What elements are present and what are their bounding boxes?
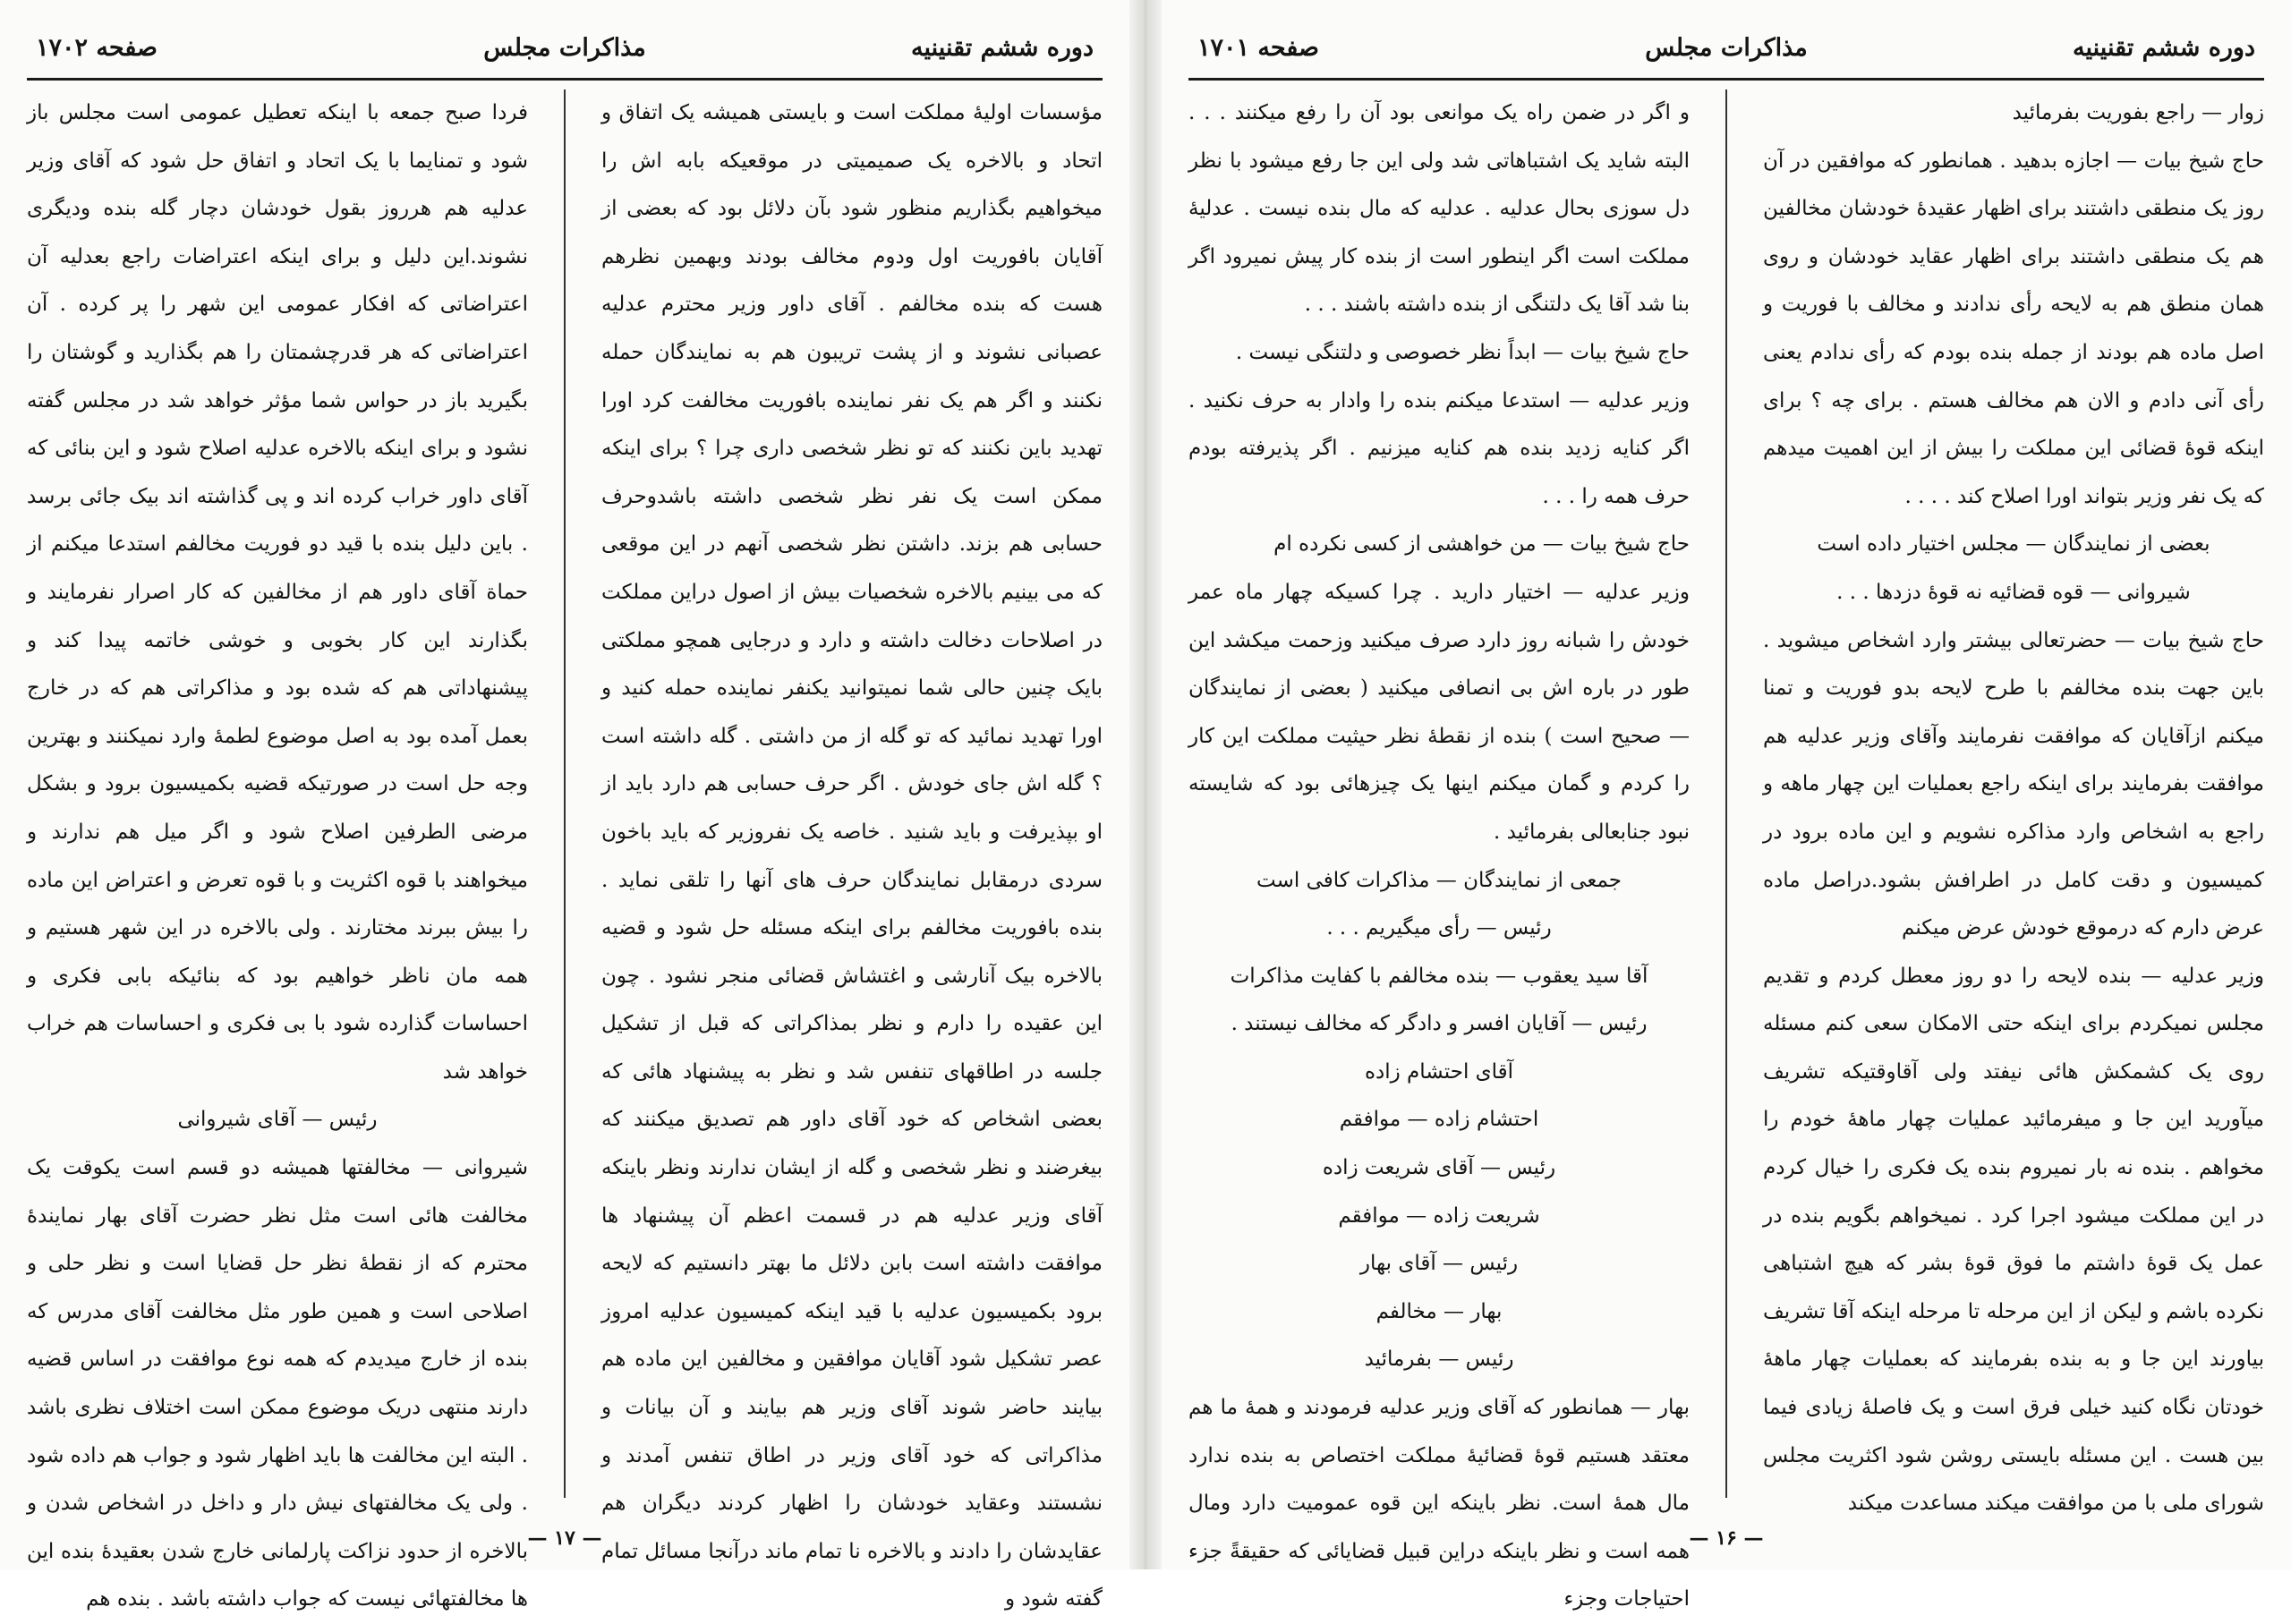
paragraph: شیروانی — قوه قضائیه نه قوهٔ دزدها . . . xyxy=(1836,580,2191,604)
text-column-right xyxy=(1763,89,2264,1516)
speaker-line: رئیس — آقایان افسر و دادگر که مخالف نیستند . xyxy=(1231,1012,1648,1036)
paragraph: شیروانی — مخالفتها همیشه دو قسم است یکوقت یک مخالفت هائی است مثل نظر حضرت آقای بهار نمایندهٔ محترم که از نقطهٔ نظر حل قضایا است و نظر حلی و اصلاحی است و همین طور مثل مخالفت آقای مدرس که بنده از خارج میدیدم که همه نوع موافقت در اساس قضیه دارند منتهی دریک موضوع ممکن است اختلاف نظری باشد . البته این مخالفت ها باید اظهار شود و جواب هم داده شود . ولی یک مخالفتهای نیش دار و داخل در اشخاص شدن و بالاخره از حدود نزاکت پارلمانی خارج شدن بعقیدهٔ بنده این ها مخالفتهائی نیست که جواب داشته باشد . بنده هم xyxy=(27,1156,528,1611)
paragraph: حاج شیخ بیات — اجازه بدهید . همانطور که موافقین در آن روز یک منطقی داشتند برای اظهار عقیدهٔ خودشان مخالفین هم یک منطقی داشتند برای اظهار عقاید خودشان و روی همان منطق هم به لایحه رأی ندادند و مخالف با فوریت و اصل ماده هم بودند از جمله بنده بودم که رأی ندادم یعنی رأی آنی دادم و الان هم مخالف هستم . برای چه ؟ برای اینکه قوهٔ قضائی این مملکت را بیش از این اهمیت میدهم که یک نفر وزیر بتواند اورا اصلاح کند . . . . xyxy=(1763,149,2264,508)
speaker-line: رئیس — آقای بهار xyxy=(1359,1252,1519,1276)
page-footer-number: — ۱۶ — xyxy=(1689,1526,1764,1550)
paragraph: وزیر عدلیه — استدعا میکنم بنده را وادار به حرف نکنید . اگر کنایه زدید بنده هم کنایه میزنیم . اگر پذیرفته بودم حرف همه را . . . xyxy=(1188,388,1690,508)
page-title: مذاکرات مجلس xyxy=(1645,34,1808,62)
paragraph: وزیر عدلیه — اختیار دارید . چرا کسیکه چهار ماه عمر خودش را شبانه روز دارد صرف میکنید وزحمت میکشد این طور در باره اش بی انصافی میکنید ( بعضی از نمایندگان — صحیح است ) بنده از نقطهٔ نظر حیثیت مملکت این کار را کردم و گمان میکنم اینها یک چیزهائی بود که شایسته نبود جنابعالی بفرمائید . xyxy=(1188,580,1690,844)
right-page xyxy=(1162,0,2291,1611)
speaker-line: رئیس — آقای شیروانی xyxy=(177,1108,378,1132)
paragraph: مؤسسات اولیهٔ مملکت است و بایستی همیشه یک اتفاق و اتحاد و بالاخره یک صمیمیتی در موقعیکه بابه اش را میخواهیم بگذاریم منظور شود بآن دلائل بود که بعضی از آقایان بافوریت اول ودوم مخالف بودند وبهمین نظرهم هست که بنده مخالفم . آقای داور وزیر محترم عدلیه عصبانی نشوند و از پشت تریبون هم به نمایندگان حمله نکنند و اگر هم یک نفر نماینده بافوریت مخالفت کرد اورا تهدید باین نکنند که تو نظر شخصی داری چرا ؟ برای اینکه ممکن است یک نفر نظر شخصی داشته باشدوحرف حسابی هم بزند. داشتن نظر شخصی آنهم در این موقعی که می بینیم بالاخره شخصیات بیش از اصول دراین مملکت در اصلاحات دخالت داشته و دارد و درجایی همچو مملکتی بایک چنین حالی شما نمیتوانید یکنفر نماینده حمله کنید و اورا تهدید نمائید که تو گله از من داشتی . گله داشته است ؟ گله اش جای خودش . اگر حرف حسابی هم دارد باید از او بپذیرفت و باید شنید . خاصه یک نفروزیر که باید باخون سردی درمقابل نمایندگان حرف های آنها را تلقی نماید . بنده بافوریت مخالفم برای اینکه مسئله حل شود و قضیه بالاخره بیک آنارشی و اغتشاش قضائی منجر نشود . چون این عقیده را دارم و نظر بمذاکراتی که قبل از تشکیل جلسه در اطاقهای تنفس شد و نظر به پیشنهاد هائی که بعضی اشخاص که خود آقای داور هم تصدیق میکنند که بیغرضند و نظر شخصی و گله از ایشان ندارند ونظر باینکه آقای وزیر عدلیه هم در قسمت اعظم آن پیشنهاد ها موافقت داشته است بابن دلائل ما بهتر دانستیم که لایحه برود بکمیسیون عدلیه با قید اینکه کمیسیون عدلیه امروز عصر تشکیل شود آقایان موافقین و مخالفین این ماده هم بیایند حاضر شوند آقای وزیر هم بیایند و آن بیانات و مذاکراتی که خود آقای وزیر در اطاق تنفس آمدند و نشستند وعقاید خودشان را اظهار کردند دیگران هم عقایدشان را دادند و بالاخره نا تمام ماند درآنجا مسائل تمام گفته شود و xyxy=(601,101,1103,1611)
column-divider xyxy=(1725,89,1727,1498)
speaker-line: بهار — مخالفم xyxy=(1375,1299,1503,1323)
page-number: صفحه ۱۷۰۱ xyxy=(1197,34,1319,62)
column-divider xyxy=(564,89,566,1498)
page-header xyxy=(1188,27,2264,81)
page-footer-number: — ۱۷ — xyxy=(527,1526,602,1550)
speaker-line: احتشام زاده — موافقم xyxy=(1339,1108,1539,1132)
book-gutter xyxy=(1129,0,1162,1569)
header-rule xyxy=(27,78,1103,81)
page-number: صفحه ۱۷۰۲ xyxy=(36,34,158,62)
text-column-right xyxy=(601,89,1103,1611)
paragraph: وزیر عدلیه — بنده لایحه را دو روز معطل کردم و تقدیم مجلس نمیکردم برای اینکه حتی الامکان سعی کنم مسئله روی یک کشمکش هائی نیفتد ولی آقاوقتیکه تشریف میآورید این جا و میفرمائید عملیات چهار ماههٔ خودم را مخواهم . بنده نه بار نمیروم بنده یک فکری را خیال کردم در این مملکت میشود اجرا کرد . نمیخواهم بگویم بنده در عمل یک قوهٔ داشتم ما فوق قوهٔ بشر که هیچ اشتباهی نکرده باشم و لیکن از این مرحله تا مرحله اینکه آقا تشریف بیاورند این جا و به بنده بفرمایند که بعملیات چهار ماههٔ خودتان نگاه کنید خیلی فرق است و یک فاصلهٔ زیادی فیما بین هست . این مسئله بایستی روشن شود اکثریت مجلس شورای ملی با من موافقت میکند مساعدت میکند xyxy=(1763,964,2264,1516)
paragraph: فردا صبح جمعه با اینکه تعطیل عمومی است مجلس باز شود و تمنایما با یک اتحاد و اتفاق حل شود که آقای وزیر عدلیه هم هرروز بقول خودشان دچار گله بنده ودیگری نشوند.این دلیل و برای اینکه اعتراضات راجع بعدلیه آن اعتراضاتی که افکار عمومی این شهر را پر کرده . آن اعتراضاتی که هر قدرچشمتان را هم بگذارید و گوشتان را بگیرید باز در حواس شما مؤثر خواهد شد در مجلس گفته نشود و برای اینکه بالاخره عدلیه اصلاح شود و این بنائی که آقای داور خراب کرده اند و پی گذاشته اند بیک جائی برسد . باین دلیل بنده با قید دو فوریت مخالفم استدعا میکنم از حماة آقای داور هم از مخالفین که کار اصرار نفرمایند و بگذارند این کار بخوبی و خوشی خاتمه پیدا کند و پیشنهاداتی هم که شده بود و مذاکراتی هم که در خارج بعمل آمده بود به اصل موضوع لطمهٔ وارد نمیکنند و بهترین وجه حل است در صورتیکه قضیه بکمیسیون برود و بشکل مرضی الطرفین اصلاح شود و اگر میل هم ندارند و میخواهند با قوه اکثریت و با قوه تعرض و اعتراض این ماده را بیش ببرند مختارند . ولی بالاخره در این شهر هستیم و همه مان ناظر خواهیم بود که بنائیکه بابی فکری و احساسات گذارده شود با بی فکری و احساسات هم خراب خواهد شد xyxy=(27,101,528,1084)
paragraph: بهار — همانطور که آقای وزیر عدلیه فرمودند و همهٔ ما هم معتقد هستیم قوهٔ قضائیهٔ مملکت اختصاص به بنده ندارد مال همهٔ است. نظر باینکه این قوه عمومیت دارد ومال همه است و نظر باینکه دراین قبیل قضایائی که حقیقةً جزء احتیاجات وجزء xyxy=(1188,1396,1690,1611)
speaker-line: رئیس — آقای شریعت زاده xyxy=(1322,1156,1556,1180)
speaker-line: آقا سید یعقوب — بنده مخالفم با کفایت مذاکرات xyxy=(1230,964,1648,988)
page-title: مذاکرات مجلس xyxy=(483,34,646,62)
paragraph: و اگر در ضمن راه یک موانعی بود آن را رفع میکنند . . . البته شاید یک اشتباهاتی شد ولی این جا رفع میشود با نظر دل سوزی بحال عدلیه . عدلیه که مال بنده نیست . عدلیهٔ مملکت است اگر اینطور است از بنده کار پیش نمیرود اگر بنا شد آقا یک دلتنگی از بنده داشته باشند . . . xyxy=(1188,101,1690,317)
paragraph: بعضی از نمایندگان — مجلس اختیار داده است xyxy=(1817,532,2210,557)
speaker-line: آقای احتشام زاده xyxy=(1364,1059,1514,1084)
session-label: دوره ششم تقنینیه xyxy=(2073,34,2255,62)
speaker-line: جمعی از نمایندگان — مذاکرات کافی است xyxy=(1256,868,1622,892)
speaker-line: رئیس — بفرمائید xyxy=(1364,1348,1514,1372)
speaker-line: شریعت زاده — موافقم xyxy=(1338,1203,1540,1228)
text-column-left xyxy=(1188,89,1690,1611)
text-column-left xyxy=(27,89,528,1611)
page-header xyxy=(27,27,1103,81)
paragraph: حاج شیخ بیات — ابداً نظر خصوصی و دلتنگی نیست . xyxy=(1235,340,1690,364)
speaker-line: رئیس — رأی میگیریم . . . xyxy=(1326,916,1552,940)
header-rule xyxy=(1188,78,2264,81)
paragraph: حاج شیخ بیات — من خواهشی از کسی نکرده ام xyxy=(1273,532,1690,557)
session-label: دوره ششم تقنينيه xyxy=(911,34,1094,62)
paragraph: زوار — راجع بفوریت بفرمائید xyxy=(2012,101,2264,124)
left-page xyxy=(0,0,1129,1611)
paragraph: حاج شیخ بیات — حضرتعالی بیشتر وارد اشخاص میشوید . باین جهت بنده مخالفم با طرح لایحه بدو فوریت و تمنا میکنم ازآقایان که موافقت نفرمایند وآقای وزیر عدلیه هم موافقت بفرمایند برای اینکه راجع بعملیات این چهار ماهه و راجع به اشخاص وارد مذاکره نشویم و این ماده برود در کمیسیون و دقت کامل در اطرافش بشود.دراصل ماده عرض دارم که درموقع خودش عرض میکنم xyxy=(1763,628,2264,940)
